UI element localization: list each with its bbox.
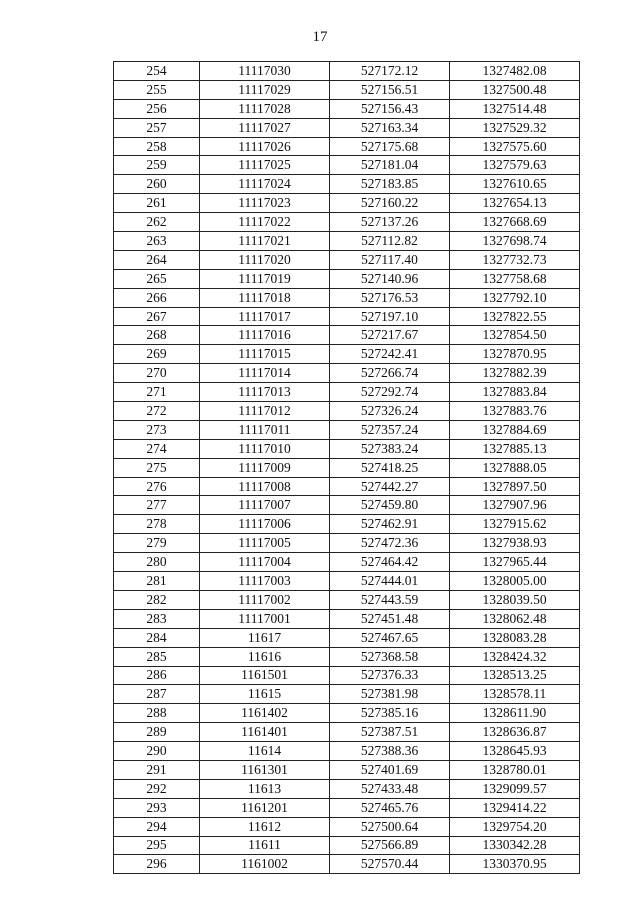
x-coordinate-cell: 527462.91 — [330, 515, 450, 534]
y-coordinate-cell: 1327907.96 — [450, 496, 580, 515]
x-coordinate-cell: 527266.74 — [330, 364, 450, 383]
table-row — [114, 213, 580, 232]
y-coordinate-cell: 1327897.50 — [450, 477, 580, 496]
y-coordinate-cell: 1327854.50 — [450, 326, 580, 345]
table-row — [114, 685, 580, 704]
table-row — [114, 326, 580, 345]
point-id-cell: 1161301 — [200, 760, 330, 779]
table-row — [114, 553, 580, 572]
row-number-cell: 270 — [114, 364, 200, 383]
row-number-cell: 262 — [114, 213, 200, 232]
row-number-cell: 275 — [114, 458, 200, 477]
x-coordinate-cell: 527451.48 — [330, 609, 450, 628]
y-coordinate-cell: 1327870.95 — [450, 345, 580, 364]
row-number-cell: 292 — [114, 779, 200, 798]
point-id-cell: 11117001 — [200, 609, 330, 628]
x-coordinate-cell: 527570.44 — [330, 855, 450, 874]
row-number-cell: 266 — [114, 288, 200, 307]
row-number-cell: 256 — [114, 99, 200, 118]
y-coordinate-cell: 1328039.50 — [450, 590, 580, 609]
row-number-cell: 279 — [114, 534, 200, 553]
row-number-cell: 269 — [114, 345, 200, 364]
table-row — [114, 156, 580, 175]
table-row — [114, 402, 580, 421]
x-coordinate-cell: 527357.24 — [330, 420, 450, 439]
row-number-cell: 290 — [114, 742, 200, 761]
row-number-cell: 287 — [114, 685, 200, 704]
y-coordinate-cell: 1327482.08 — [450, 62, 580, 81]
row-number-cell: 278 — [114, 515, 200, 534]
point-id-cell: 11117027 — [200, 118, 330, 137]
table-row — [114, 458, 580, 477]
x-coordinate-cell: 527566.89 — [330, 836, 450, 855]
point-id-cell: 11117016 — [200, 326, 330, 345]
point-id-cell: 1161501 — [200, 666, 330, 685]
x-coordinate-cell: 527163.34 — [330, 118, 450, 137]
y-coordinate-cell: 1327938.93 — [450, 534, 580, 553]
x-coordinate-cell: 527172.12 — [330, 62, 450, 81]
x-coordinate-cell: 527472.36 — [330, 534, 450, 553]
x-coordinate-cell: 527442.27 — [330, 477, 450, 496]
point-id-cell: 1161002 — [200, 855, 330, 874]
y-coordinate-cell: 1329414.22 — [450, 798, 580, 817]
y-coordinate-cell: 1330342.28 — [450, 836, 580, 855]
x-coordinate-cell: 527459.80 — [330, 496, 450, 515]
row-number-cell: 265 — [114, 269, 200, 288]
point-id-cell: 11117002 — [200, 590, 330, 609]
row-number-cell: 263 — [114, 232, 200, 251]
point-id-cell: 11117011 — [200, 420, 330, 439]
point-id-cell: 11612 — [200, 817, 330, 836]
x-coordinate-cell: 527137.26 — [330, 213, 450, 232]
x-coordinate-cell: 527197.10 — [330, 307, 450, 326]
point-id-cell: 11117007 — [200, 496, 330, 515]
table-row — [114, 420, 580, 439]
point-id-cell: 11117003 — [200, 572, 330, 591]
row-number-cell: 282 — [114, 590, 200, 609]
point-id-cell: 11611 — [200, 836, 330, 855]
y-coordinate-cell: 1327514.48 — [450, 99, 580, 118]
point-id-cell: 11614 — [200, 742, 330, 761]
row-number-cell: 260 — [114, 175, 200, 194]
table-row — [114, 647, 580, 666]
x-coordinate-cell: 527175.68 — [330, 137, 450, 156]
x-coordinate-cell: 527401.69 — [330, 760, 450, 779]
point-id-cell: 11117020 — [200, 250, 330, 269]
x-coordinate-cell: 527183.85 — [330, 175, 450, 194]
point-id-cell: 11117025 — [200, 156, 330, 175]
x-coordinate-cell: 527156.51 — [330, 80, 450, 99]
x-coordinate-cell: 527156.43 — [330, 99, 450, 118]
table-row — [114, 496, 580, 515]
row-number-cell: 281 — [114, 572, 200, 591]
y-coordinate-cell: 1328005.00 — [450, 572, 580, 591]
y-coordinate-cell: 1327698.74 — [450, 232, 580, 251]
table-row — [114, 515, 580, 534]
point-id-cell: 11117014 — [200, 364, 330, 383]
table-row — [114, 760, 580, 779]
x-coordinate-cell: 527326.24 — [330, 402, 450, 421]
row-number-cell: 254 — [114, 62, 200, 81]
table-row — [114, 742, 580, 761]
point-id-cell: 11117028 — [200, 99, 330, 118]
point-id-cell: 11117008 — [200, 477, 330, 496]
table-row — [114, 723, 580, 742]
x-coordinate-cell: 527443.59 — [330, 590, 450, 609]
y-coordinate-cell: 1328645.93 — [450, 742, 580, 761]
x-coordinate-cell: 527292.74 — [330, 383, 450, 402]
row-number-cell: 291 — [114, 760, 200, 779]
y-coordinate-cell: 1327732.73 — [450, 250, 580, 269]
y-coordinate-cell: 1328083.28 — [450, 628, 580, 647]
row-number-cell: 285 — [114, 647, 200, 666]
x-coordinate-cell: 527385.16 — [330, 704, 450, 723]
y-coordinate-cell: 1328636.87 — [450, 723, 580, 742]
table-row — [114, 855, 580, 874]
y-coordinate-cell: 1328062.48 — [450, 609, 580, 628]
row-number-cell: 277 — [114, 496, 200, 515]
y-coordinate-cell: 1327883.84 — [450, 383, 580, 402]
y-coordinate-cell: 1327500.48 — [450, 80, 580, 99]
y-coordinate-cell: 1327915.62 — [450, 515, 580, 534]
point-id-cell: 11117023 — [200, 194, 330, 213]
point-id-cell: 11117009 — [200, 458, 330, 477]
point-id-cell: 11615 — [200, 685, 330, 704]
x-coordinate-cell: 527418.25 — [330, 458, 450, 477]
row-number-cell: 272 — [114, 402, 200, 421]
x-coordinate-cell: 527500.64 — [330, 817, 450, 836]
table-row — [114, 288, 580, 307]
y-coordinate-cell: 1329754.20 — [450, 817, 580, 836]
y-coordinate-cell: 1328578.11 — [450, 685, 580, 704]
point-id-cell: 1161201 — [200, 798, 330, 817]
row-number-cell: 264 — [114, 250, 200, 269]
x-coordinate-cell: 527112.82 — [330, 232, 450, 251]
y-coordinate-cell: 1330370.95 — [450, 855, 580, 874]
row-number-cell: 255 — [114, 80, 200, 99]
y-coordinate-cell: 1327883.76 — [450, 402, 580, 421]
point-id-cell: 11117017 — [200, 307, 330, 326]
x-coordinate-cell: 527388.36 — [330, 742, 450, 761]
x-coordinate-cell: 527383.24 — [330, 439, 450, 458]
table-row — [114, 118, 580, 137]
table-row — [114, 269, 580, 288]
table-row — [114, 307, 580, 326]
coordinates-table-body — [114, 62, 580, 874]
row-number-cell: 273 — [114, 420, 200, 439]
table-row — [114, 62, 580, 81]
row-number-cell: 280 — [114, 553, 200, 572]
table-row — [114, 439, 580, 458]
row-number-cell: 276 — [114, 477, 200, 496]
y-coordinate-cell: 1329099.57 — [450, 779, 580, 798]
y-coordinate-cell: 1327668.69 — [450, 213, 580, 232]
point-id-cell: 1161402 — [200, 704, 330, 723]
x-coordinate-cell: 527140.96 — [330, 269, 450, 288]
row-number-cell: 258 — [114, 137, 200, 156]
point-id-cell: 11613 — [200, 779, 330, 798]
point-id-cell: 11117022 — [200, 213, 330, 232]
row-number-cell: 261 — [114, 194, 200, 213]
y-coordinate-cell: 1328780.01 — [450, 760, 580, 779]
point-id-cell: 11117024 — [200, 175, 330, 194]
x-coordinate-cell: 527381.98 — [330, 685, 450, 704]
x-coordinate-cell: 527444.01 — [330, 572, 450, 591]
row-number-cell: 288 — [114, 704, 200, 723]
x-coordinate-cell: 527217.67 — [330, 326, 450, 345]
y-coordinate-cell: 1327885.13 — [450, 439, 580, 458]
x-coordinate-cell: 527376.33 — [330, 666, 450, 685]
table-row — [114, 590, 580, 609]
point-id-cell: 11117019 — [200, 269, 330, 288]
y-coordinate-cell: 1327965.44 — [450, 553, 580, 572]
table-row — [114, 609, 580, 628]
point-id-cell: 11117005 — [200, 534, 330, 553]
table-row — [114, 345, 580, 364]
point-id-cell: 11117013 — [200, 383, 330, 402]
point-id-cell: 11117006 — [200, 515, 330, 534]
row-number-cell: 295 — [114, 836, 200, 855]
point-id-cell: 11117029 — [200, 80, 330, 99]
row-number-cell: 267 — [114, 307, 200, 326]
row-number-cell: 259 — [114, 156, 200, 175]
point-id-cell: 11117021 — [200, 232, 330, 251]
y-coordinate-cell: 1327529.32 — [450, 118, 580, 137]
row-number-cell: 274 — [114, 439, 200, 458]
y-coordinate-cell: 1327822.55 — [450, 307, 580, 326]
table-row — [114, 534, 580, 553]
table-row — [114, 779, 580, 798]
y-coordinate-cell: 1327758.68 — [450, 269, 580, 288]
table-row — [114, 836, 580, 855]
table-row — [114, 572, 580, 591]
table-row — [114, 383, 580, 402]
table-row — [114, 704, 580, 723]
point-id-cell: 11117010 — [200, 439, 330, 458]
y-coordinate-cell: 1328513.25 — [450, 666, 580, 685]
table-row — [114, 80, 580, 99]
table-row — [114, 194, 580, 213]
table-row — [114, 666, 580, 685]
row-number-cell: 296 — [114, 855, 200, 874]
table-row — [114, 137, 580, 156]
point-id-cell: 11616 — [200, 647, 330, 666]
table-row — [114, 250, 580, 269]
row-number-cell: 293 — [114, 798, 200, 817]
point-id-cell: 11617 — [200, 628, 330, 647]
y-coordinate-cell: 1328611.90 — [450, 704, 580, 723]
y-coordinate-cell: 1327575.60 — [450, 137, 580, 156]
x-coordinate-cell: 527242.41 — [330, 345, 450, 364]
x-coordinate-cell: 527176.53 — [330, 288, 450, 307]
point-id-cell: 11117026 — [200, 137, 330, 156]
table-row — [114, 798, 580, 817]
x-coordinate-cell: 527117.40 — [330, 250, 450, 269]
table-row — [114, 232, 580, 251]
table-row — [114, 477, 580, 496]
page-number: 17 — [312, 29, 328, 45]
row-number-cell: 268 — [114, 326, 200, 345]
x-coordinate-cell: 527465.76 — [330, 798, 450, 817]
y-coordinate-cell: 1327884.69 — [450, 420, 580, 439]
row-number-cell: 257 — [114, 118, 200, 137]
row-number-cell: 283 — [114, 609, 200, 628]
x-coordinate-cell: 527181.04 — [330, 156, 450, 175]
y-coordinate-cell: 1327888.05 — [450, 458, 580, 477]
y-coordinate-cell: 1327654.13 — [450, 194, 580, 213]
table-row — [114, 175, 580, 194]
row-number-cell: 284 — [114, 628, 200, 647]
y-coordinate-cell: 1328424.32 — [450, 647, 580, 666]
x-coordinate-cell: 527387.51 — [330, 723, 450, 742]
table-row — [114, 817, 580, 836]
table-row — [114, 99, 580, 118]
x-coordinate-cell: 527160.22 — [330, 194, 450, 213]
point-id-cell: 11117004 — [200, 553, 330, 572]
x-coordinate-cell: 527433.48 — [330, 779, 450, 798]
table-row — [114, 364, 580, 383]
row-number-cell: 286 — [114, 666, 200, 685]
row-number-cell: 294 — [114, 817, 200, 836]
y-coordinate-cell: 1327610.65 — [450, 175, 580, 194]
row-number-cell: 289 — [114, 723, 200, 742]
table-row — [114, 628, 580, 647]
x-coordinate-cell: 527464.42 — [330, 553, 450, 572]
point-id-cell: 11117030 — [200, 62, 330, 81]
x-coordinate-cell: 527467.65 — [330, 628, 450, 647]
coordinates-table — [113, 61, 580, 874]
point-id-cell: 11117018 — [200, 288, 330, 307]
y-coordinate-cell: 1327792.10 — [450, 288, 580, 307]
point-id-cell: 11117015 — [200, 345, 330, 364]
y-coordinate-cell: 1327579.63 — [450, 156, 580, 175]
y-coordinate-cell: 1327882.39 — [450, 364, 580, 383]
row-number-cell: 271 — [114, 383, 200, 402]
point-id-cell: 11117012 — [200, 402, 330, 421]
point-id-cell: 1161401 — [200, 723, 330, 742]
x-coordinate-cell: 527368.58 — [330, 647, 450, 666]
